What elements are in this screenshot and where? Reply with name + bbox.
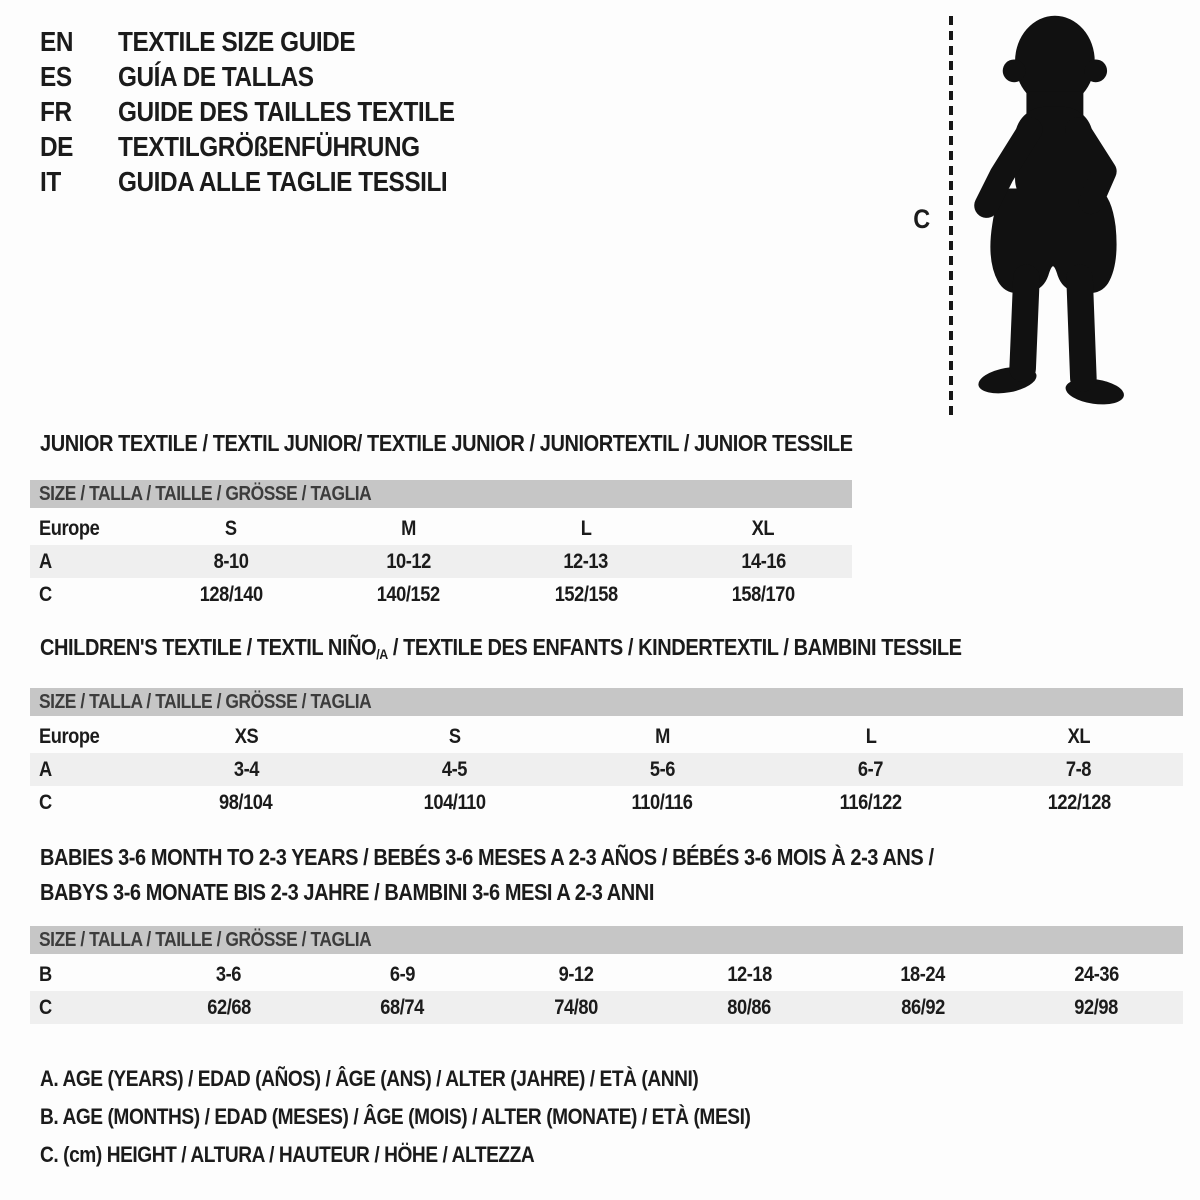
table-cell: [320, 578, 498, 611]
cell-text: 92/98: [1074, 995, 1119, 1019]
size-bar-label: SIZE / TALLA / TAILLE / GRÖSSE / TAGLIA: [39, 691, 372, 713]
row-label: [30, 786, 142, 819]
cell-text: A: [39, 757, 52, 781]
table-cell: [142, 753, 350, 786]
row-label: [30, 720, 142, 753]
cell-text: 18-24: [900, 962, 946, 986]
table-cell: [320, 545, 498, 578]
cell-text: 4-5: [441, 757, 467, 781]
cell-text: S: [224, 516, 237, 540]
table-cell: [489, 958, 663, 991]
size-bar-label: SIZE / TALLA / TAILLE / GRÖSSE / TAGLIA: [39, 929, 372, 951]
cell-text: XL: [1067, 724, 1091, 748]
cell-text: 98/104: [219, 790, 273, 814]
cell-text: 14-16: [740, 549, 786, 573]
section-title-text: [40, 634, 962, 663]
legend-line-b: [40, 1098, 857, 1136]
lang-row-es: [40, 59, 505, 94]
table-cell: [142, 578, 320, 611]
cell-text: 86/92: [900, 995, 945, 1019]
cell-text: XL: [752, 516, 775, 540]
cell-text: XS: [234, 724, 258, 748]
table-cell: [489, 991, 663, 1024]
table-cell: [767, 753, 975, 786]
cell-text: M: [400, 516, 416, 540]
table-cell: [675, 512, 853, 545]
junior-table-rows: [30, 512, 852, 611]
table-cell: [558, 753, 766, 786]
cell-text: 104/110: [423, 790, 486, 814]
lang-row-de: [40, 129, 505, 164]
cell-text: C: [39, 582, 52, 606]
lang-title: [118, 166, 505, 198]
table-cell: [975, 753, 1183, 786]
cell-text: 110/116: [631, 790, 693, 814]
size-header-bar: [30, 688, 1183, 716]
lang-row-it: [40, 164, 505, 199]
table-cell: [316, 958, 490, 991]
column-header-row: [30, 512, 852, 545]
table-cell: [142, 545, 320, 578]
title-part: / TEXTILE DES ENFANTS / KINDERTEXTIL / BAMBINI TESSILE: [387, 634, 962, 660]
table-cell: [767, 720, 975, 753]
lang-row-en: [40, 24, 505, 59]
cell-text: A: [39, 549, 52, 573]
lang-title-text: GUIDE DES TAILLES TEXTILE: [118, 95, 455, 127]
cell-text: Europe: [39, 724, 100, 748]
row-label: [30, 512, 142, 545]
cell-text: Europe: [39, 516, 100, 540]
babies-size-table: [30, 926, 1183, 1024]
cell-text: 6-7: [858, 757, 884, 781]
table-cell: [836, 991, 1010, 1024]
row-label: [30, 545, 142, 578]
cell-text: 6-9: [389, 962, 415, 986]
cell-text: 74/80: [553, 995, 598, 1019]
table-cell: [142, 991, 316, 1024]
row-label: [30, 578, 142, 611]
junior-section-title: [40, 430, 974, 457]
cell-text: 80/86: [727, 995, 772, 1019]
table-row: [30, 958, 1183, 991]
height-measure-label: [912, 204, 931, 235]
height-measure-label-text: C: [913, 204, 930, 234]
cell-text: C: [39, 790, 52, 814]
cell-text: S: [448, 724, 461, 748]
table-cell: [350, 786, 558, 819]
table-row: [30, 578, 852, 611]
table-cell: [320, 512, 498, 545]
table-cell: [975, 720, 1183, 753]
cell-text: 140/152: [376, 582, 440, 606]
table-cell: [975, 786, 1183, 819]
cell-text: L: [865, 724, 877, 748]
table-cell: [663, 991, 837, 1024]
lang-code: [40, 96, 118, 128]
legend-text: A. AGE (YEARS) / EDAD (AÑOS) / ÂGE (ANS) / ALTER (JAHRE) / ETÀ (ANNI): [40, 1066, 699, 1091]
babies-section-title: [40, 840, 1067, 910]
cell-text: 8-10: [213, 549, 249, 573]
cell-text: 10-12: [385, 549, 431, 573]
lang-title-text: GUIDA ALLE TAGLIE TESSILI: [118, 165, 448, 197]
table-cell: [497, 545, 675, 578]
legend: [40, 1060, 857, 1174]
lang-row-fr: [40, 94, 505, 129]
lang-code-text: IT: [40, 165, 61, 197]
cell-text: 12-13: [563, 549, 609, 573]
cell-text: L: [580, 516, 592, 540]
row-label: [30, 991, 142, 1024]
children-table-rows: [30, 720, 1183, 819]
lang-title: [118, 96, 505, 128]
table-cell: [316, 991, 490, 1024]
title-part: CHILDREN'S TEXTILE / TEXTIL NIÑO: [40, 634, 377, 660]
section-title-text: BABYS 3-6 MONATE BIS 2-3 JAHRE / BAMBINI 3-6 MESI A 2-3 ANNI: [40, 879, 654, 905]
toddler-silhouette-icon: [958, 12, 1148, 420]
lang-code-text: DE: [40, 130, 73, 162]
table-cell: [1010, 958, 1184, 991]
lang-title-text: GUÍA DE TALLAS: [118, 60, 314, 92]
cell-text: 158/170: [731, 582, 795, 606]
lang-title: [118, 26, 505, 58]
row-label: [30, 958, 142, 991]
children-size-table: [30, 688, 1183, 819]
size-header-bar: [30, 926, 1183, 954]
legend-text: B. AGE (MONTHS) / EDAD (MESES) / ÂGE (MOIS) / ALTER (MONATE) / ETÀ (MESI): [40, 1104, 751, 1129]
cell-text: C: [39, 995, 52, 1019]
legend-text: C. (cm) HEIGHT / ALTURA / HAUTEUR / HÖHE / ALTEZZA: [40, 1142, 535, 1167]
size-header-bar: [30, 480, 852, 508]
table-cell: [663, 958, 837, 991]
toddler-body: [976, 16, 1125, 408]
table-cell: [350, 720, 558, 753]
cell-text: 128/140: [199, 582, 263, 606]
cell-text: 7-8: [1066, 757, 1092, 781]
cell-text: 12-18: [726, 962, 772, 986]
babies-table-rows: [30, 958, 1183, 1024]
table-row: [30, 545, 852, 578]
table-cell: [836, 958, 1010, 991]
table-row: [30, 753, 1183, 786]
table-cell: [675, 545, 853, 578]
lang-code: [40, 131, 118, 163]
language-title-block: [40, 24, 505, 199]
table-cell: [558, 786, 766, 819]
cell-text: M: [655, 724, 670, 748]
row-label: [30, 753, 142, 786]
cell-text: 9-12: [558, 962, 594, 986]
lang-code-text: FR: [40, 95, 72, 127]
table-cell: [675, 578, 853, 611]
table-cell: [1010, 991, 1184, 1024]
junior-size-table: [30, 480, 852, 611]
table-cell: [142, 786, 350, 819]
table-cell: [558, 720, 766, 753]
title-subscript: /A: [376, 646, 388, 663]
cell-text: 24-36: [1073, 962, 1119, 986]
section-title-text: BABIES 3-6 MONTH TO 2-3 YEARS / BEBÉS 3-6 MESES A 2-3 AÑOS / BÉBÉS 3-6 MOIS À 2-3 ANS /: [40, 844, 934, 870]
lang-code-text: ES: [40, 60, 72, 92]
lang-title: [118, 61, 505, 93]
lang-code: [40, 26, 118, 58]
lang-code: [40, 61, 118, 93]
legend-line-c: [40, 1136, 857, 1174]
cell-text: 5-6: [649, 757, 676, 781]
table-cell: [767, 786, 975, 819]
cell-text: 3-4: [233, 757, 259, 781]
table-cell: [497, 512, 675, 545]
cell-text: 62/68: [206, 995, 251, 1019]
table-cell: [142, 958, 316, 991]
table-cell: [142, 720, 350, 753]
lang-title-text: TEXTILGRÖßENFÜHRUNG: [118, 130, 420, 162]
cell-text: 152/158: [554, 582, 618, 606]
lang-title: [118, 131, 505, 163]
cell-text: 3-6: [216, 962, 242, 986]
table-row: [30, 786, 1183, 819]
lang-code-text: EN: [40, 25, 73, 57]
lang-code: [40, 166, 118, 198]
table-cell: [142, 512, 320, 545]
column-header-row: [30, 720, 1183, 753]
table-cell: [497, 578, 675, 611]
cell-text: 68/74: [380, 995, 425, 1019]
children-section-title: [40, 634, 1099, 663]
height-measure-dashed-line: [949, 16, 953, 418]
lang-title-text: TEXTILE SIZE GUIDE: [118, 25, 356, 57]
table-cell: [350, 753, 558, 786]
size-bar-label: SIZE / TALLA / TAILLE / GRÖSSE / TAGLIA: [39, 483, 372, 505]
cell-text: 122/128: [1047, 790, 1111, 814]
section-title-text: JUNIOR TEXTILE / TEXTIL JUNIOR/ TEXTILE JUNIOR / JUNIORTEXTIL / JUNIOR TESSILE: [40, 430, 853, 456]
table-row: [30, 991, 1183, 1024]
cell-text: 116/122: [839, 790, 902, 814]
legend-line-a: [40, 1060, 857, 1098]
cell-text: B: [39, 962, 52, 986]
